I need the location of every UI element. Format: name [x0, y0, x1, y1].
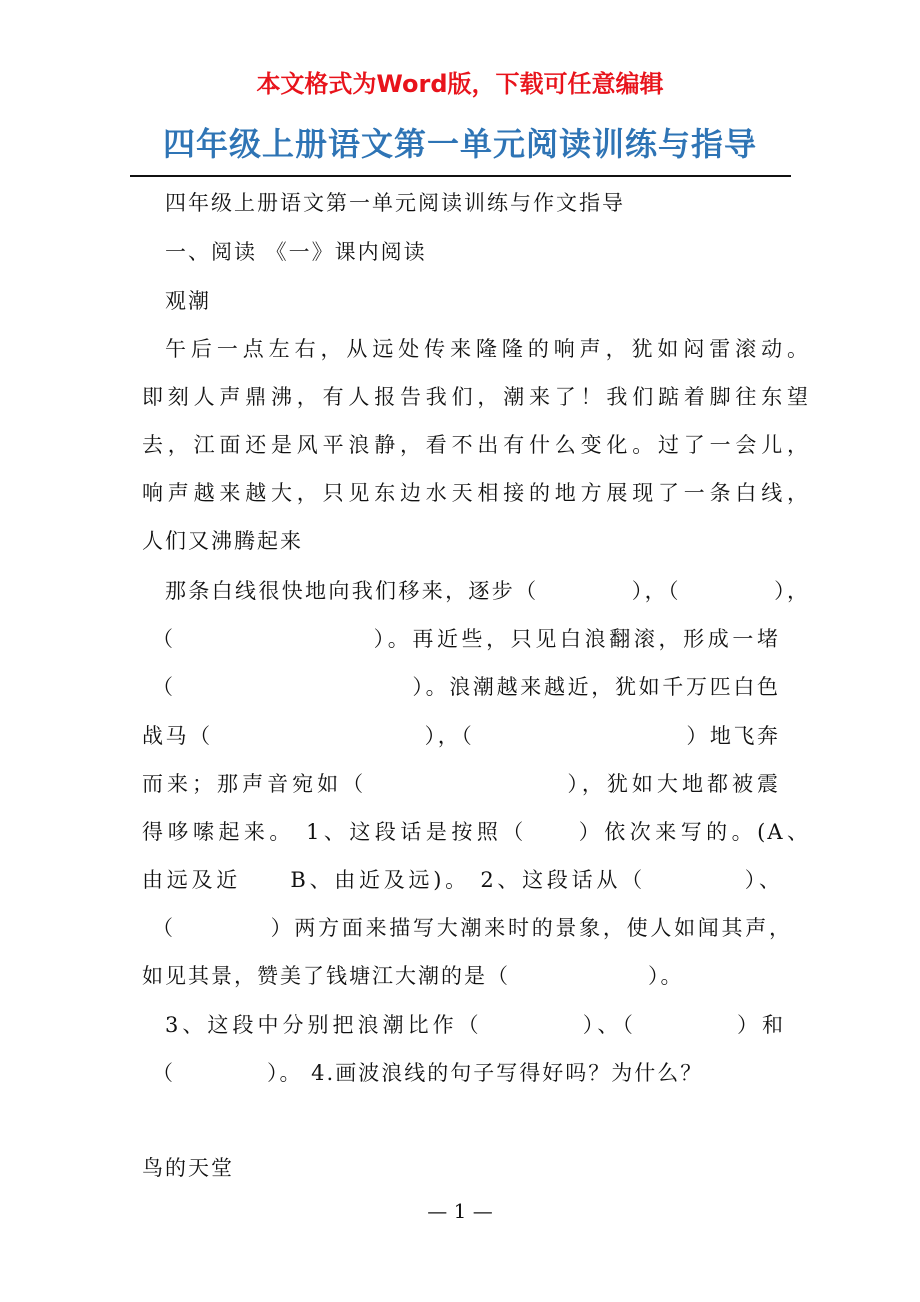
question-line: （ ）。 4.画波浪线的句子写得好吗？为什么？	[152, 1061, 704, 1085]
exercise-line: （ ）。浪潮越来越近，犹如千万匹白色	[152, 675, 780, 699]
paragraph-line: 午后一点左右，从远处传来隆隆的响声，犹如闷雷滚动。	[165, 337, 810, 361]
question-line: 由远及近 B、由近及远)。 2、这段话从（ ）、	[142, 868, 782, 892]
document-title: 四年级上册语文第一单元阅读训练与指导	[162, 125, 757, 163]
question-line: 得哆嗦起来。 1、这段话是按照（ ）依次来写的。(A、	[142, 820, 810, 844]
exercise-line: （ ）。再近些，只见白浪翻滚，形成一堵	[152, 627, 780, 651]
passage-title: 鸟的天堂	[142, 1156, 234, 1180]
subtitle-line: 四年级上册语文第一单元阅读训练与作文指导	[165, 191, 625, 215]
title-divider	[130, 175, 791, 177]
paragraph-line: 人们又沸腾起来	[142, 529, 303, 553]
question-line: 3、这段中分别把浪潮比作（ ）、（ ）和	[165, 1013, 785, 1037]
section-heading: 一、阅读 《一》课内阅读	[165, 240, 427, 264]
format-notice-banner: 本文格式为Word版，下载可任意编辑	[256, 70, 664, 98]
question-line: 如见其景，赞美了钱塘江大潮的是（ ）。	[142, 964, 684, 988]
exercise-line: 而来；那声音宛如（ ），犹如大地都被震	[142, 772, 780, 796]
paragraph-line: 即刻人声鼎沸，有人报告我们，潮来了！我们踮着脚往东望	[142, 385, 810, 409]
exercise-line: 战马（ ），（ ）地飞奔	[142, 724, 780, 748]
paragraph-line: 响声越来越大，只见东边水天相接的地方展现了一条白线，	[142, 481, 810, 505]
paragraph-line: 去，江面还是风平浪静，看不出有什么变化。过了一会儿，	[142, 433, 810, 457]
question-line: （ ）两方面来描写大潮来时的景象，使人如闻其声，	[152, 916, 792, 940]
passage-title: 观潮	[165, 289, 211, 313]
exercise-line: 那条白线很快地向我们移来，逐步（ ），（ ），	[165, 579, 810, 603]
page-number: — 1 —	[427, 1199, 493, 1223]
